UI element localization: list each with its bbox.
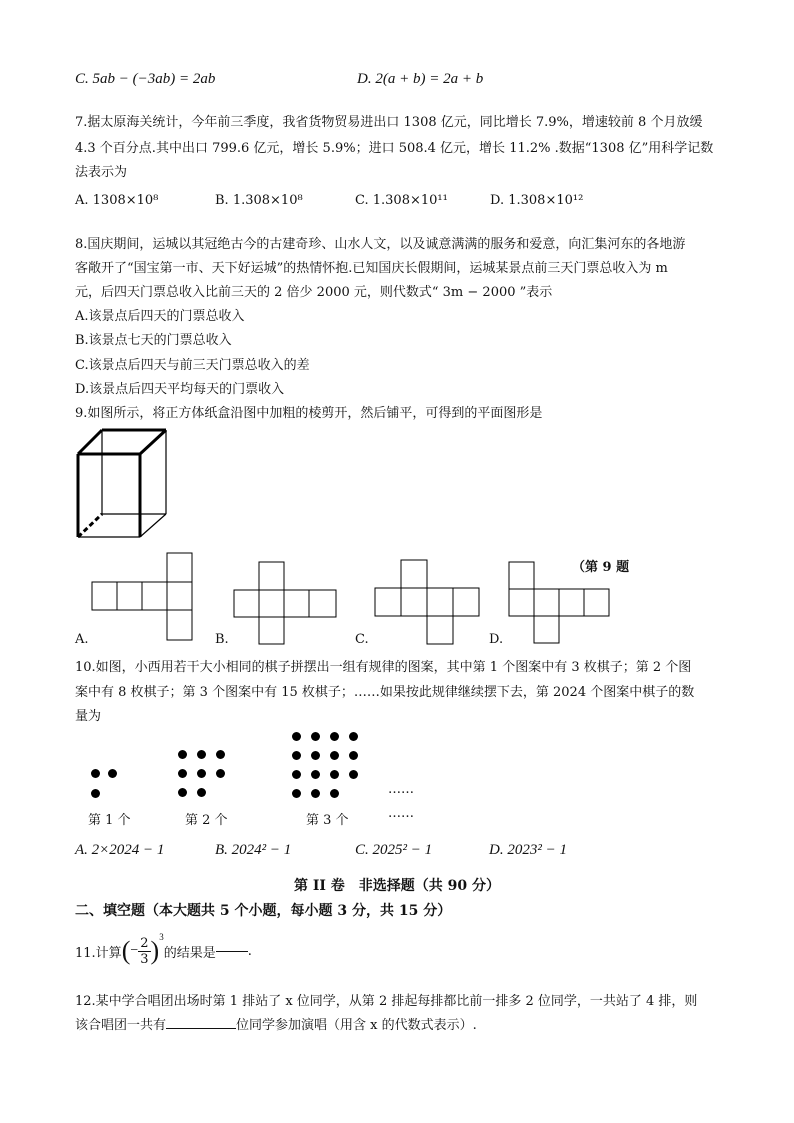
pattern-ellipsis-1: ……	[388, 782, 414, 797]
q10-option-c: C. 2025² − 1	[355, 842, 433, 858]
net-option-d	[508, 561, 618, 656]
exponent: 3	[159, 932, 164, 942]
q10-option-d: D. 2023² − 1	[489, 842, 567, 858]
q8-option-a: A.该景点后四天的门票总收入	[75, 309, 245, 324]
minus-sign: −	[130, 943, 139, 958]
q7-option-b: B. 1.308×10⁸	[215, 193, 303, 208]
q8-option-b: B.该景点七天的门票总收入	[75, 333, 232, 348]
pattern-1-label: 第 1 个	[88, 813, 131, 828]
q11-suffix: 的结果是	[163, 945, 216, 961]
q12-prefix: 该合唱团一共有	[75, 1018, 167, 1033]
q9-stem: 9.如图所示，将正方体纸盒沿图中加粗的棱剪开，然后铺平，可得到的平面图形是	[75, 406, 543, 421]
chess-piece	[108, 769, 117, 778]
q8-option-d: D.该景点后四天平均每天的门票收入	[75, 382, 285, 397]
chess-piece	[330, 732, 339, 741]
chess-piece	[311, 732, 320, 741]
chess-piece	[178, 750, 187, 759]
q10-text-line3: 量为	[75, 709, 102, 724]
q7-option-a: A. 1308×10⁸	[75, 193, 159, 208]
q7-text-line1: 7.据太原海关统计，今年前三季度，我省货物贸易进出口 1308 亿元，同比增长 7.9%，增速较前 8 个月放缓	[75, 115, 703, 130]
q11-period: .	[247, 943, 252, 959]
chess-piece	[311, 751, 320, 760]
chess-piece	[292, 770, 301, 779]
q9-figure-label: （第 9 题	[572, 560, 630, 575]
q9-option-c-label: C.	[355, 632, 369, 647]
chess-piece	[292, 732, 301, 741]
q11-prefix: 11.计算	[75, 945, 122, 961]
q10-text-line1: 10.如图，小西用若干大小相同的棋子拼摆出一组有规律的图案，其中第 1 个图案中有 3 枚棋子；第 2 个图	[75, 660, 692, 675]
q8-text-line2: 客敞开了“国宝第一市、天下好运城”的热情怀抱.已知国庆长假期间，运城某景点前三天门票总收入为 m	[75, 261, 668, 276]
pattern-2-label: 第 2 个	[185, 813, 228, 828]
chess-piece	[292, 789, 301, 798]
q8-text-line3: 元，后四天门票总收入比前三天的 2 倍少 2000 元，则代数式“ 3m − 2000 ”表示	[75, 285, 553, 300]
q7-text-line2: 4.3 个百分点.其中出口 799.6 亿元，增长 5.9%；进口 508.4 亿元，增长 11.2% .数据“1308 亿”用科学记数	[75, 141, 714, 156]
q10-option-b: B. 2024² − 1	[215, 842, 292, 858]
net-option-b	[233, 561, 343, 656]
q7-text-line3: 法表示为	[75, 165, 128, 180]
answer-blank[interactable]	[216, 951, 248, 952]
q12-suffix: 位同学参加演唱（用含 x 的代数式表示）.	[236, 1018, 477, 1033]
q12-text-line1: 12.某中学合唱团出场时第 1 排站了 x 位同学，从第 2 排起每排都比前一排多 2 位同学，一共站了 4 排，则	[75, 994, 698, 1009]
q6-option-c: C. 5ab − (−3ab) = 2ab	[75, 71, 216, 87]
chess-piece	[91, 769, 100, 778]
chess-piece	[178, 788, 187, 797]
chess-piece	[216, 750, 225, 759]
chess-piece	[292, 751, 301, 760]
fraction	[138, 936, 150, 967]
left-paren: (	[121, 936, 131, 965]
q9-option-d-label: D.	[489, 632, 504, 647]
net-option-c	[375, 559, 485, 654]
chess-piece	[330, 751, 339, 760]
chess-piece	[197, 769, 206, 778]
cube-figure	[75, 430, 175, 550]
q6-option-d: D. 2(a + b) = 2a + b	[357, 71, 484, 87]
q7-option-d: D. 1.308×10¹²	[490, 193, 584, 208]
right-paren: )	[150, 936, 160, 965]
fraction-denominator: 3	[140, 951, 149, 967]
q10-option-a: A. 2×2024 − 1	[75, 842, 165, 858]
q9-option-b-label: B.	[215, 632, 229, 647]
chess-piece	[330, 770, 339, 779]
q10-text-line2: 案中有 8 枚棋子；第 3 个图案中有 15 枚棋子；……如果按此规律继续摆下去，第 2024 个图案中棋子的数	[75, 685, 695, 700]
chess-piece	[349, 751, 358, 760]
chess-piece	[216, 769, 225, 778]
chess-piece	[330, 789, 339, 798]
chess-piece	[349, 770, 358, 779]
q9-option-a-label: A.	[75, 632, 89, 647]
chess-piece	[311, 770, 320, 779]
q7-option-c: C. 1.308×10¹¹	[355, 193, 448, 208]
pattern-ellipsis-2: ……	[388, 806, 414, 821]
pattern-3-label: 第 3 个	[306, 813, 349, 828]
chess-piece	[197, 788, 206, 797]
chess-piece	[91, 789, 100, 798]
net-option-a	[92, 551, 202, 646]
answer-blank[interactable]	[166, 1028, 236, 1029]
chess-piece	[178, 769, 187, 778]
q8-text-line1: 8.国庆期间，运城以其冠绝古今的古建奇珍、山水人文，以及诚意满满的服务和爱意，向汇集河东的各地游	[75, 237, 686, 252]
q11	[75, 930, 252, 972]
q8-option-c: C.该景点后四天与前三天门票总收入的差	[75, 358, 310, 373]
chess-piece	[311, 789, 320, 798]
part2-title: 第 II 卷 非选择题（共 90 分）	[293, 878, 501, 894]
section2-title: 二、填空题（本大题共 5 个小题，每小题 3 分，共 15 分）	[75, 903, 452, 919]
q12-text-line2	[75, 1014, 477, 1033]
chess-piece	[197, 750, 206, 759]
fraction-numerator: 2	[140, 935, 149, 951]
chess-piece	[349, 732, 358, 741]
